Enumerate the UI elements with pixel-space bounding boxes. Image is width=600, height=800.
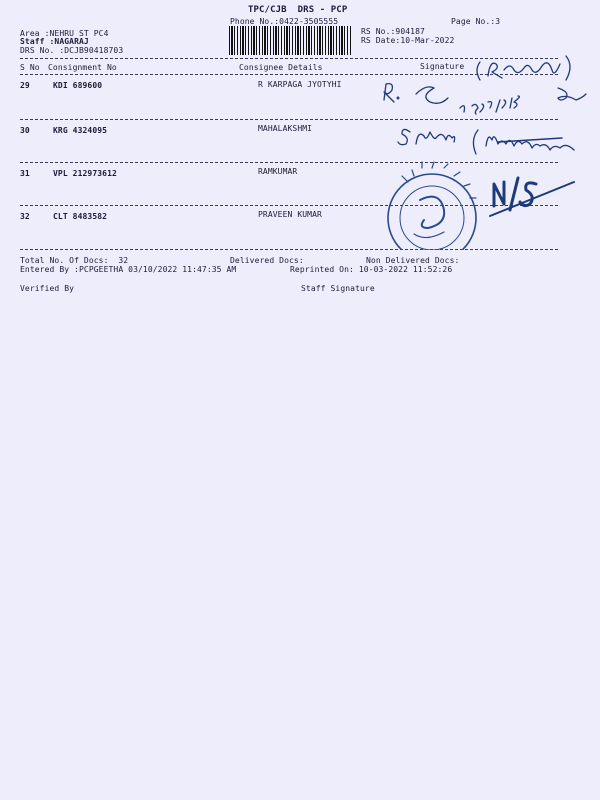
total-docs: Total No. Of Docs: 32: [20, 256, 129, 265]
delivered-docs: Delivered Docs:: [230, 256, 304, 265]
handwritten-signatures: [370, 50, 600, 250]
col-consignee: Consignee Details: [239, 63, 323, 72]
row-consignment: KDI 689600: [53, 81, 103, 90]
col-signature: Signature: [420, 62, 465, 71]
row-consignee: RAMKUMAR: [258, 167, 298, 176]
staff-signature: Staff Signature: [301, 284, 375, 293]
drs-number: DRS No. :DCJB90418703: [20, 46, 124, 55]
row-consignee: MAHALAKSHMI: [258, 124, 313, 133]
row-s-no: 32: [20, 212, 30, 221]
handwritten-na-mark: [490, 178, 574, 216]
page-number: Page No.:3: [451, 17, 501, 26]
barcode: [229, 26, 351, 55]
row-consignment: KRG 4324095: [53, 126, 108, 135]
row-consignee: PRAVEEN KUMAR: [258, 210, 322, 219]
staff-label: Staff :NAGARAJ: [20, 37, 89, 46]
row-s-no: 31: [20, 169, 30, 178]
non-delivered-docs: Non Delivered Docs:: [366, 256, 460, 265]
handwritten-phone-signature: [384, 84, 586, 114]
document-title: TPC/CJB DRS - PCP: [248, 5, 348, 15]
col-consignment: Consignment No: [48, 63, 117, 72]
rs-number: RS No.:904187: [361, 27, 425, 36]
entered-by: Entered By :PCPGEETHA 03/10/2022 11:47:35 AM: [20, 265, 237, 274]
row-s-no: 29: [20, 81, 30, 90]
col-s-no: S No: [20, 63, 40, 72]
handwritten-row30-signature: [398, 129, 574, 154]
reprinted-on: Reprinted On: 10-03-2022 11:52:26: [290, 265, 453, 274]
row-s-no: 30: [20, 126, 30, 135]
verified-by: Verified By: [20, 284, 75, 293]
security-stamp: [388, 162, 476, 250]
phone-number: Phone No.:0422-3505555: [230, 17, 339, 26]
row-consignee: R KARPAGA JYOTYHI: [258, 80, 342, 89]
area-label: Area :NEHRU ST PC4: [20, 29, 109, 38]
row-consignment: CLT 8483582: [53, 212, 108, 221]
row-consignment: VPL 212973612: [53, 169, 117, 178]
handwritten-name-signature: [477, 56, 570, 80]
rs-date: RS Date:10-Mar-2022: [361, 36, 455, 45]
